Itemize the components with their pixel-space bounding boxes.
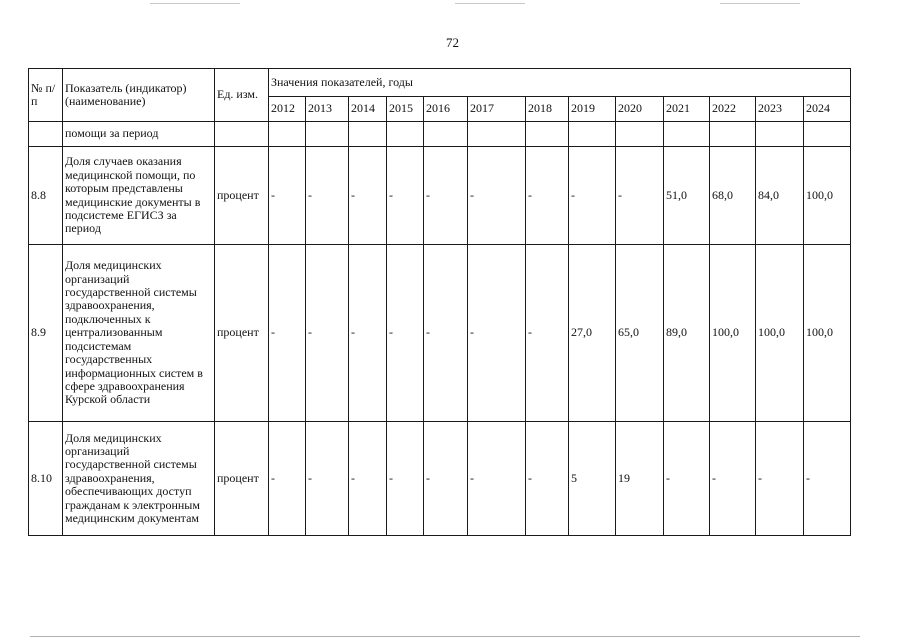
year-header: 2012 [269, 97, 306, 122]
year-header: 2018 [526, 97, 569, 122]
value-cell: - [468, 147, 526, 245]
year-header: 2022 [710, 97, 756, 122]
scan-mark-top-right [720, 3, 800, 4]
header-unit: Ед. изм. [215, 69, 269, 122]
value-cell: - [349, 245, 387, 422]
value-cell: - [387, 422, 424, 536]
value-cell: 100,0 [804, 147, 851, 245]
row-indicator-name: помощи за период [63, 122, 215, 147]
header-values-group: Значения показателей, годы [269, 69, 851, 97]
value-cell [569, 122, 616, 147]
value-cell [424, 122, 468, 147]
page-number: 72 [446, 35, 459, 50]
value-cell: 100,0 [710, 245, 756, 422]
value-cell: - [269, 147, 306, 245]
value-cell: - [306, 147, 349, 245]
row-num: 8.9 [29, 245, 63, 422]
value-cell: - [387, 147, 424, 245]
row-indicator-name: Доля медицинских организаций государственной системы здравоохранения, подключенных к централизованным подсистемам государственных информационных систем в сфере здравоохранения Курской области [63, 245, 215, 422]
row-num: 8.8 [29, 147, 63, 245]
value-cell: 65,0 [616, 245, 664, 422]
value-cell [710, 122, 756, 147]
year-header: 2019 [569, 97, 616, 122]
value-cell [269, 122, 306, 147]
row-num [29, 122, 63, 147]
year-header: 2014 [349, 97, 387, 122]
value-cell: - [269, 422, 306, 536]
value-cell: - [526, 422, 569, 536]
value-cell: 5 [569, 422, 616, 536]
value-cell: 100,0 [756, 245, 804, 422]
year-header: 2023 [756, 97, 804, 122]
year-header: 2021 [664, 97, 710, 122]
value-cell: 84,0 [756, 147, 804, 245]
table-row [29, 122, 851, 147]
value-cell [349, 122, 387, 147]
value-cell: - [616, 147, 664, 245]
row-unit: процент [215, 422, 269, 536]
value-cell: 89,0 [664, 245, 710, 422]
value-cell: - [424, 147, 468, 245]
value-cell: - [664, 422, 710, 536]
year-header: 2016 [424, 97, 468, 122]
value-cell: - [710, 422, 756, 536]
year-header: 2017 [468, 97, 526, 122]
scan-mark-top-left [150, 3, 240, 4]
indicators-table [28, 68, 851, 536]
row-indicator-name: Доля случаев оказания медицинской помощи, по которым представлены медицинские документы в подсистеме ЕГИСЗ за период [63, 147, 215, 245]
value-cell: - [349, 147, 387, 245]
year-header: 2024 [804, 97, 851, 122]
row-num: 8.10 [29, 422, 63, 536]
value-cell [526, 122, 569, 147]
row-unit: процент [215, 147, 269, 245]
value-cell: 100,0 [804, 245, 851, 422]
value-cell: 19 [616, 422, 664, 536]
header-num: № п/п [29, 69, 63, 122]
table-row [29, 245, 851, 422]
value-cell [804, 122, 851, 147]
value-cell: - [756, 422, 804, 536]
value-cell [387, 122, 424, 147]
year-header: 2013 [306, 97, 349, 122]
value-cell: - [424, 422, 468, 536]
value-cell: - [269, 245, 306, 422]
value-cell: - [306, 422, 349, 536]
value-cell: - [468, 245, 526, 422]
value-cell: - [526, 245, 569, 422]
value-cell: - [468, 422, 526, 536]
value-cell: - [804, 422, 851, 536]
scan-mark-bottom [30, 636, 860, 637]
value-cell: - [349, 422, 387, 536]
value-cell: 68,0 [710, 147, 756, 245]
scan-mark-top-mid [455, 3, 525, 4]
table-row [29, 422, 851, 536]
value-cell: - [387, 245, 424, 422]
value-cell: - [569, 147, 616, 245]
value-cell [756, 122, 804, 147]
row-unit [215, 122, 269, 147]
value-cell: - [424, 245, 468, 422]
value-cell [664, 122, 710, 147]
year-header: 2020 [616, 97, 664, 122]
value-cell [468, 122, 526, 147]
year-header: 2015 [387, 97, 424, 122]
value-cell [306, 122, 349, 147]
row-unit: процент [215, 245, 269, 422]
header-indicator: Показатель (индикатор) (наименование) [63, 69, 215, 122]
value-cell: - [526, 147, 569, 245]
table-row [29, 147, 851, 245]
value-cell: 27,0 [569, 245, 616, 422]
header-row [29, 69, 851, 97]
row-indicator-name: Доля медицинских организаций государственной системы здравоохранения, обеспечивающих доступ гражданам к электронным медицинским документам [63, 422, 215, 536]
value-cell [616, 122, 664, 147]
value-cell: 51,0 [664, 147, 710, 245]
value-cell: - [306, 245, 349, 422]
